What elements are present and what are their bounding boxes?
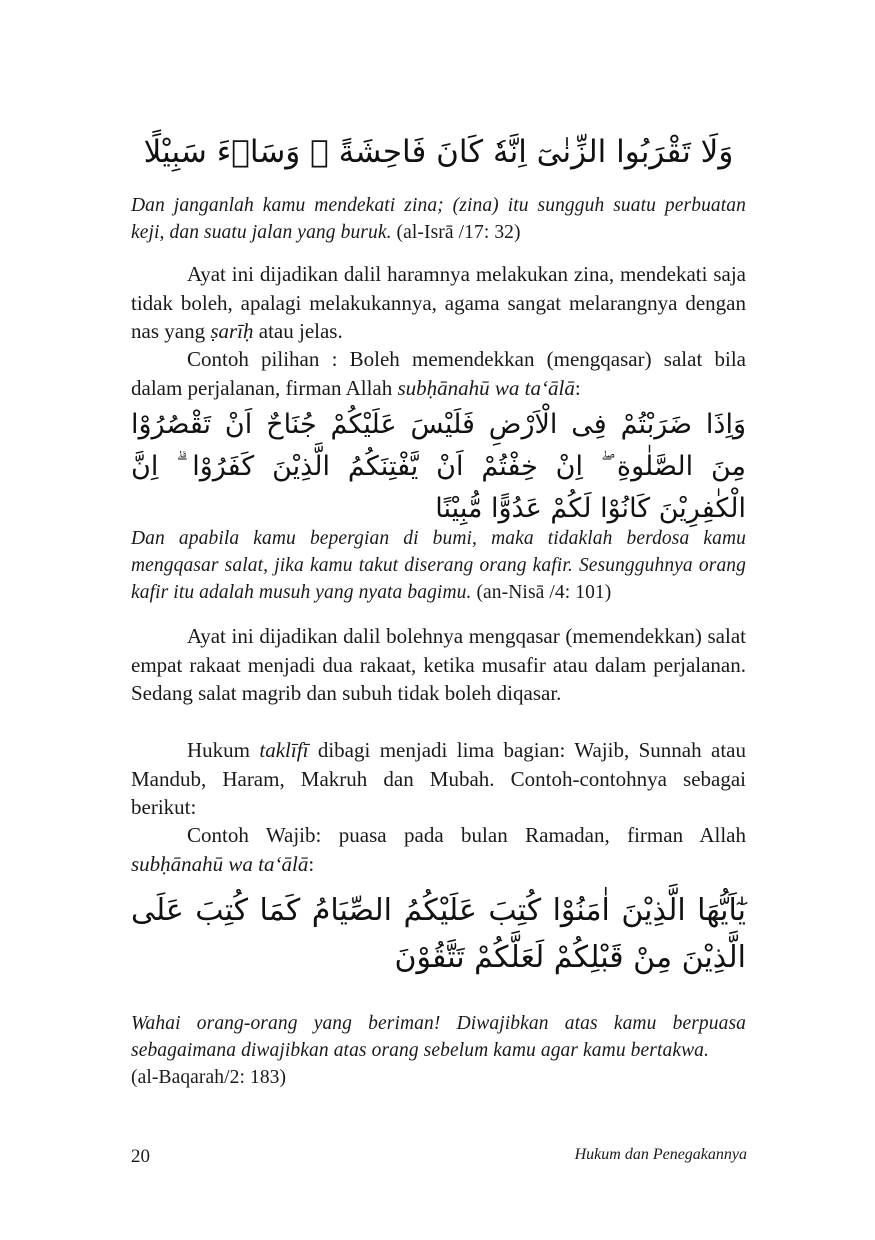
paragraph-text: Hukum — [187, 738, 250, 762]
page-number: 20 — [131, 1146, 150, 1167]
term-italic: subḥānahū wa ta‘ālā — [397, 375, 575, 400]
verse-reference: (an-Nisā /4: 101) — [476, 582, 612, 603]
translation-nisa-101 — [131, 525, 746, 606]
paragraph-text-end: atau jelas. — [258, 319, 343, 343]
body-paragraph — [131, 821, 746, 878]
arabic-text: وَاِذَا ضَرَبْتُمْ فِى الْاَرْضِ فَلَيْسَ عَلَيْكُمْ جُنَاحٌ اَنْ تَقْصُرُوْا مِنَ الصَّلٰوةِ ۖ اِنْ خِفْتُمْ اَنْ يَّفْتِنَكُمُ الَّذِيْنَ كَفَرُوْا ۗ اِنَّ الْكٰفِرِيْنَ كَانُوْا لَكُمْ عَدُوًّا مُّبِيْنًا — [131, 409, 746, 524]
verse-reference: (al-Baqarah/2: 183) — [131, 1067, 287, 1088]
paragraph-text-end: : — [308, 851, 315, 876]
term-italic: subḥānahū wa ta‘ālā — [131, 851, 309, 876]
translation-isra-32 — [131, 192, 746, 246]
translation-text: Dan apabila kamu bepergian di bumi, maka tidaklah berdosa kamu mengqasar salat, jika kamu takut diserang orang kafir. Sesungguhnya orang kafir itu adalah musuh yang nyata bagimu. — [131, 528, 746, 603]
translation-text: Wahai orang-orang yang beriman! Diwajibkan atas kamu berpuasa sebagaimana diwajibkan atas orang sebelum kamu agar kamu bertakwa. — [131, 1013, 746, 1061]
body-paragraph — [131, 345, 746, 402]
paragraph-text-end: : — [574, 375, 581, 400]
quran-verse-nisa-101 — [131, 404, 746, 530]
term-italic: taklīfī — [259, 738, 309, 762]
body-paragraph — [131, 736, 746, 822]
paragraph-text: Contoh pilihan : Boleh memendekkan (mengqasar) salat bila dalam perjalanan, firman Allah — [131, 347, 746, 400]
verse-reference: (al-Isrā /17: 32) — [396, 222, 521, 243]
quran-verse-isra-32 — [131, 128, 746, 176]
paragraph-text: Ayat ini dijadikan dalil haramnya melakukan zina, mendekati saja tidak boleh, apalagi melakukannya, agama sangat melarangnya dengan nas yang — [131, 262, 746, 343]
body-paragraph — [131, 260, 746, 346]
term-italic: ṣarīḥ — [210, 319, 254, 343]
paragraph-text-end: dibagi menjadi lima bagian: Wajib, Sunnah atau Mandub, Haram, Makruh dan Mubah. Contoh-contohnya sebagai berikut: — [131, 738, 746, 819]
paragraph-text: Contoh Wajib: puasa pada bulan Ramadan, firman Allah — [187, 823, 746, 847]
body-paragraph: Ayat ini dijadikan dalil bolehnya mengqasar (memendekkan) salat empat rakaat menjadi dua rakaat, ketika musafir atau dalam perjalanan. Sedang salat magrib dan subuh tidak boleh diqasar. — [131, 624, 746, 705]
arabic-text: يٰٓاَيُّهَا الَّذِيْنَ اٰمَنُوْا كُتِبَ عَلَيْكُمُ الصِّيَامُ كَمَا كُتِبَ عَلَى الَّذِيْنَ مِنْ قَبْلِكُمْ لَعَلَّكُمْ تَتَّقُوْنَ — [131, 893, 746, 975]
arabic-text: وَلَا تَقْرَبُوا الزِّنٰىٓ اِنَّهٗ كَانَ فَاحِشَةً ۗ وَسَاۤءَ سَبِيْلًا — [143, 134, 734, 170]
running-footer-title: Hukum dan Penegakannya — [574, 1146, 747, 1163]
translation-text: Dan janganlah kamu mendekati zina; (zina) itu sungguh suatu perbuatan keji, dan suatu jalan yang buruk. — [131, 195, 746, 243]
translation-baqarah-183 — [131, 1010, 746, 1091]
quran-verse-baqarah-183 — [131, 888, 746, 981]
